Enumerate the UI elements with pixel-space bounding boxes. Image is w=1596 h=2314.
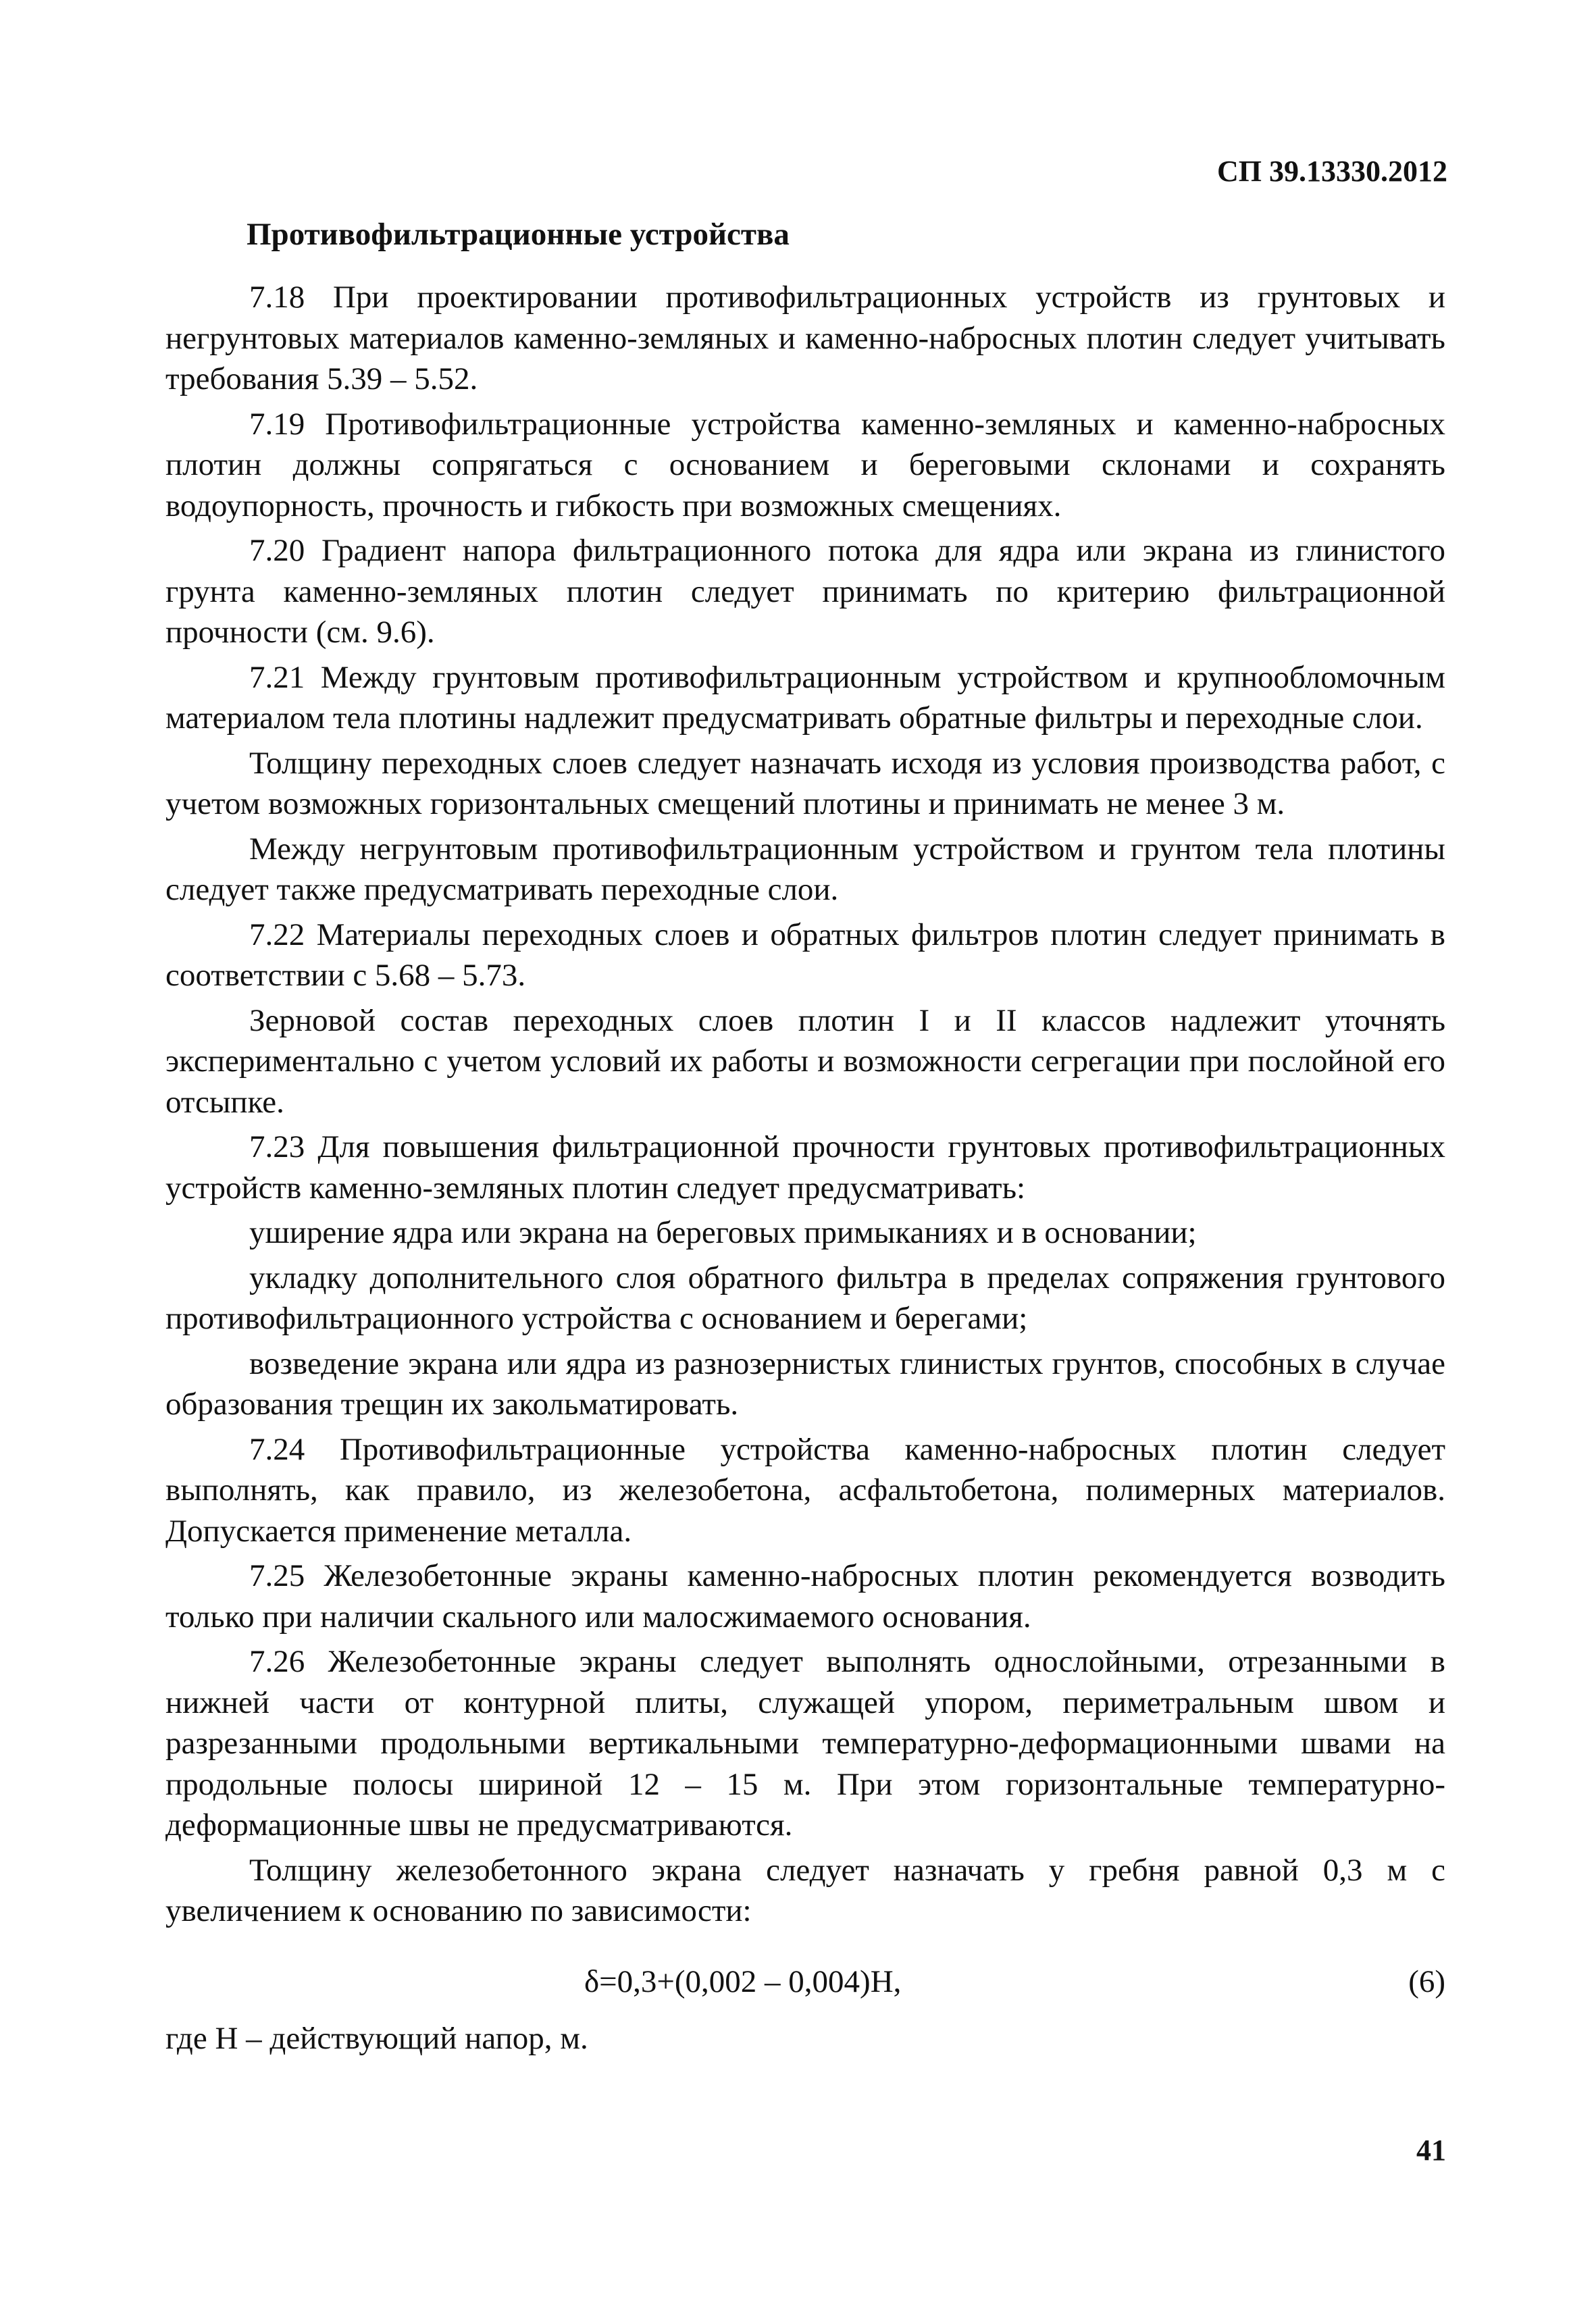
paragraph-7-25: 7.25 Железобетонные экраны каменно-набросных плотин рекомендуется возводить только при наличии скального или малосжимаемого основания. xyxy=(165,1558,1445,1635)
formula-expression: δ=0,3+(0,002 – 0,004)H, xyxy=(584,1963,902,1999)
list-item-widening: уширение ядра или экрана на береговых примыканиях и в основании; xyxy=(249,1215,1197,1250)
paragraph-7-23: 7.23 Для повышения фильтрационной прочности грунтовых противофильтрационных устройств каменно-земляных плотин следует предусматривать: xyxy=(165,1129,1445,1206)
page-content xyxy=(165,203,1445,2059)
formula-legend: где H – действующий напор, м. xyxy=(165,2020,588,2056)
list-item-filter-layer: укладку дополнительного слоя обратного фильтра в пределах сопряжения грунтового противофильтрационного устройства с основанием и берегами; xyxy=(165,1260,1445,1336)
document-code: СП 39.13330.2012 xyxy=(1217,155,1447,188)
paragraph-grain-composition: Зерновой состав переходных слоев плотин I и II классов надлежит уточнять экспериментально с учетом условий их работы и возможности сегрегации при послойной его отсыпке. xyxy=(165,1002,1445,1120)
paragraph-screen-thickness: Толщину железобетонного экрана следует назначать у гребня равной 0,3 м с увеличением к основанию по зависимости: xyxy=(165,1852,1445,1928)
section-title: Противофильтрационные устройства xyxy=(247,217,790,252)
paragraph-7-24: 7.24 Противофильтрационные устройства каменно-набросных плотин следует выполнять, как правило, из железобетона, асфальтобетона, полимерных материалов. Допускается применение металла. xyxy=(165,1431,1445,1549)
paragraph-7-21: 7.21 Между грунтовым противофильтрационным устройством и крупнообломочным материалом тела плотины надлежит предусматривать обратные фильтры и переходные слои. xyxy=(165,659,1445,736)
paragraph-7-22: 7.22 Материалы переходных слоев и обратных фильтров плотин следует принимать в соответствии с 5.68 – 5.73. xyxy=(165,917,1445,993)
formula-number: (6) xyxy=(1408,1963,1445,1999)
paragraph-non-soil-transition: Между негрунтовым противофильтрационным устройством и грунтом тела плотины следует также предусматривать переходные слои. xyxy=(165,831,1445,907)
paragraph-7-20: 7.20 Градиент напора фильтрационного потока для ядра или экрана из глинистого грунта каменно-земляных плотин следует принимать по критерию фильтрационной прочности (см. 9.6). xyxy=(165,533,1445,650)
paragraph-transition-layer-thickness: Толщину переходных слоев следует назначать исходя из условия производства работ, с учетом возможных горизонтальных смещений плотины и принимать не менее 3 м. xyxy=(165,745,1445,821)
paragraph-7-18: 7.18 При проектировании противофильтрационных устройств из грунтовых и негрунтовых материалов каменно-земляных и каменно-набросных плотин следует учитывать требования 5.39 – 5.52. xyxy=(165,280,1445,396)
paragraph-7-19: 7.19 Противофильтрационные устройства каменно-земляных и каменно-набросных плотин должны сопрягаться с основанием и береговыми склонами и сохранять водоупорность, прочность и гибкость при возможных смещениях. xyxy=(165,406,1445,523)
formula-6 xyxy=(165,1955,1445,2009)
paragraph-7-26: 7.26 Железобетонные экраны следует выполнять однослойными, отрезанными в нижней части от контурной плиты, служащей упором, периметральным швом и разрезанными продольными вертикальными температурно-деформационными швами на продольные полосы шириной 12 – 15 м. При этом горизонтальные температурно-деформационные швы не предусматриваются. xyxy=(165,1644,1445,1843)
list-item-screen-construction: возведение экрана или ядра из разнозернистых глинистых грунтов, способных в случае образования трещин их закольматировать. xyxy=(165,1345,1445,1422)
page-number: 41 xyxy=(1416,2134,1446,2167)
